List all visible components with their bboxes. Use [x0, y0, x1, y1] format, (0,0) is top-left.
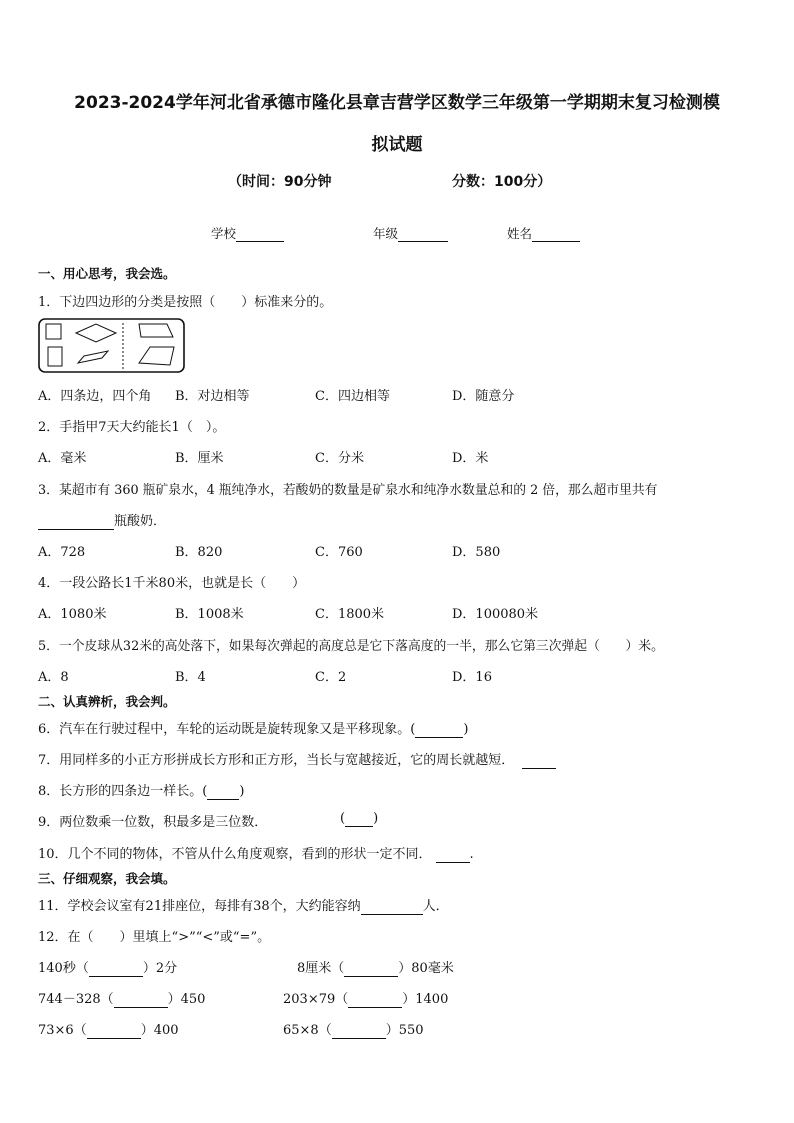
grade-field[interactable]	[373, 224, 448, 242]
page-title: 2023-2024学年河北省承德市隆化县章吉营学区数学三年级第一学期期末复习检测模	[74, 93, 720, 113]
q9-answer-blank[interactable]	[345, 811, 373, 827]
q3-option-d[interactable]: D．580	[452, 545, 501, 560]
q3-option-b[interactable]: B．820	[175, 545, 223, 560]
q2-option-c[interactable]: C．分米	[315, 451, 364, 466]
question-2: 2．手指甲7天大约能长1（ ）。	[38, 420, 226, 435]
q4-option-b[interactable]: B．1008米	[175, 607, 244, 622]
q5-option-c[interactable]: C．2	[315, 670, 347, 685]
question-5: 5．一个皮球从32米的高处落下，如果每次弹起的高度总是它下落高度的一半，那么它第三次弹起（ ）米。	[38, 639, 664, 654]
school-blank[interactable]	[236, 226, 284, 242]
q5-option-b[interactable]: B．4	[175, 670, 206, 685]
section-1-heading: 一、用心思考，我会选。	[38, 266, 176, 281]
q12-item-3a: 73×6（ ）400	[38, 1023, 179, 1038]
q12-blank-1a[interactable]	[89, 961, 143, 977]
quadrilateral-figure	[38, 318, 185, 373]
question-4: 4．一段公路长1千米80米，也就是长（ ）	[38, 576, 306, 591]
q12-item-2a: 744－328（ ）450	[38, 992, 206, 1007]
q1-option-b[interactable]: B．对边相等	[175, 389, 250, 404]
q4-option-a[interactable]: A．1080米	[38, 607, 107, 622]
q3-answer-blank[interactable]	[38, 514, 114, 530]
name-field[interactable]	[507, 224, 580, 242]
school-field[interactable]	[211, 224, 284, 242]
q2-option-a[interactable]: A．毫米	[38, 451, 87, 466]
q12-blank-3b[interactable]	[332, 1023, 386, 1039]
q5-option-d[interactable]: D．16	[452, 670, 492, 685]
question-7: 7．用同样多的小正方形拼成长方形和正方形，当长与宽越接近，它的周长就越短．	[38, 749, 556, 769]
q9-answer: ( )	[340, 811, 379, 826]
q5-option-a[interactable]: A．8	[38, 670, 69, 685]
q1-option-a[interactable]: A．四条边，四个角	[38, 389, 152, 404]
q12-item-3b: 65×8（ ）550	[283, 1023, 424, 1038]
section-3-heading: 三、仔细观察，我会填。	[38, 871, 176, 886]
q12-blank-3a[interactable]	[87, 1023, 141, 1039]
question-3: 3．某超市有 360 瓶矿泉水，4 瓶纯净水，若酸奶的数量是矿泉水和纯净水数量总和的 2 倍，那么超市里共有	[38, 483, 658, 498]
question-11: 11．学校会议室有21排座位，每排有38个，大约能容纳 人．	[38, 899, 449, 914]
question-6: 6．汽车在行驶过程中，车轮的运动既是旋转现象又是平移现象。( )	[38, 722, 469, 737]
question-9: 9．两位数乘一位数，积最多是三位数．	[38, 815, 268, 830]
q1-option-d[interactable]: D．随意分	[452, 389, 515, 404]
page-title-line2: 拟试题	[371, 135, 423, 155]
section-2-heading: 二、认真辨析，我会判。	[38, 694, 176, 709]
exam-time: （时间：90分钟	[228, 174, 332, 190]
q6-answer-blank[interactable]	[415, 722, 463, 738]
q12-blank-2b[interactable]	[348, 992, 402, 1008]
q2-option-b[interactable]: B．厘米	[175, 451, 224, 466]
name-label: 姓名	[507, 226, 533, 241]
question-10: 10．几个不同的物体，不管从什么角度观察，看到的形状一定不同． .	[38, 847, 474, 862]
question-8: 8．长方形的四条边一样长。( )	[38, 784, 245, 799]
q4-option-c[interactable]: C．1800米	[315, 607, 385, 622]
q3-option-c[interactable]: C．760	[315, 545, 363, 560]
q2-option-d[interactable]: D．米	[452, 451, 489, 466]
q12-item-1a: 140秒（ ）2分	[38, 961, 178, 976]
question-3-line2: 瓶酸奶．	[38, 510, 166, 530]
q7-answer-blank[interactable]	[522, 753, 556, 769]
q10-answer-blank[interactable]	[436, 847, 470, 863]
q4-option-d[interactable]: D．100080米	[452, 607, 539, 622]
grade-blank[interactable]	[398, 226, 448, 242]
grade-label: 年级	[373, 226, 399, 241]
q3-option-a[interactable]: A．728	[38, 545, 86, 560]
q12-blank-2a[interactable]	[114, 992, 168, 1008]
exam-score: 分数：100分）	[452, 174, 552, 190]
q11-answer-blank[interactable]	[361, 899, 423, 915]
q12-blank-1b[interactable]	[344, 961, 398, 977]
q8-answer-blank[interactable]	[207, 784, 239, 800]
name-blank[interactable]	[532, 226, 580, 242]
q12-item-2b: 203×79（ ）1400	[283, 992, 449, 1007]
school-label: 学校	[211, 226, 237, 241]
q12-item-1b: 8厘米（ ）80毫米	[297, 961, 454, 976]
q1-option-c[interactable]: C．四边相等	[315, 389, 390, 404]
question-12: 12．在（ ）里填上“>”“<”或“=”。	[38, 930, 271, 945]
question-1: 1．下边四边形的分类是按照（ ）标准来分的。	[38, 295, 333, 310]
